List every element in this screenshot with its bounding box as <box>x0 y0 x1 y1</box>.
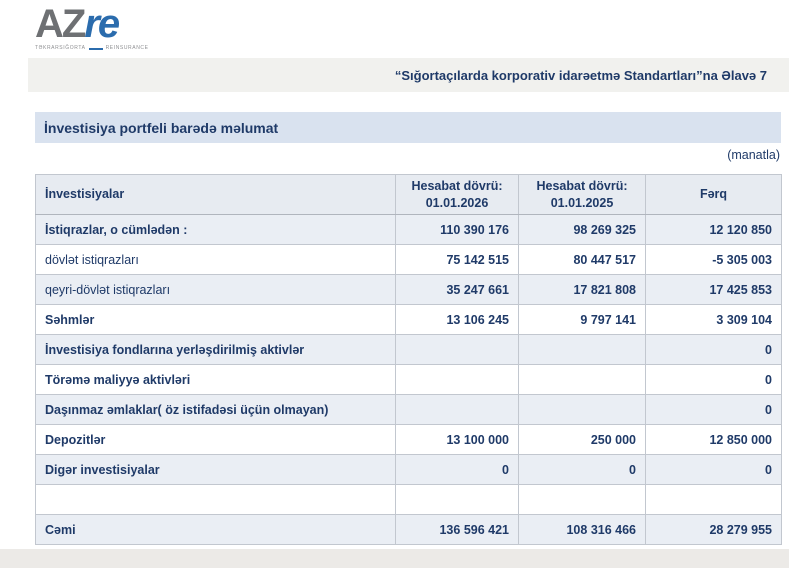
value-2025-cell: 17 821 808 <box>519 275 646 305</box>
col-header-investments: İnvestisiyalar <box>36 175 396 215</box>
value-2025-cell: 0 <box>519 455 646 485</box>
logo-tagline-right: REINSURANCE <box>105 45 149 51</box>
value-2026-cell: 136 596 421 <box>396 515 519 545</box>
logo-wordmark <box>35 4 149 44</box>
value-2026-cell <box>396 485 519 515</box>
col-header-period-2026 <box>396 175 519 215</box>
value-2025-cell: 98 269 325 <box>519 215 646 245</box>
difference-cell: 12 850 000 <box>646 425 782 455</box>
difference-cell <box>646 485 782 515</box>
table-body <box>36 215 782 545</box>
row-label-cell: Daşınmaz əmlaklar( öz istifadəsi üçün olmayan) <box>36 395 396 425</box>
value-2026-cell: 13 106 245 <box>396 305 519 335</box>
difference-cell: 0 <box>646 455 782 485</box>
value-2026-cell <box>396 335 519 365</box>
difference-cell: -5 305 003 <box>646 245 782 275</box>
value-2026-cell: 35 247 661 <box>396 275 519 305</box>
difference-cell: 0 <box>646 395 782 425</box>
row-label-cell: Cəmi <box>36 515 396 545</box>
value-2025-cell: 250 000 <box>519 425 646 455</box>
row-label-cell: İnvestisiya fondlarına yerləşdirilmiş aktivlər <box>36 335 396 365</box>
annex-header-band <box>28 58 789 92</box>
row-label-cell: Depozitlər <box>36 425 396 455</box>
table-header-row <box>36 175 782 215</box>
table-row <box>36 365 782 395</box>
value-2025-cell <box>519 335 646 365</box>
table-row <box>36 515 782 545</box>
col-header-period-2025-line1: Hesabat dövrü: <box>536 178 628 193</box>
logo-text-re: re <box>84 2 119 46</box>
table-row <box>36 485 782 515</box>
row-label-cell: qeyri-dövlət istiqrazları <box>36 275 396 305</box>
difference-cell: 28 279 955 <box>646 515 782 545</box>
value-2026-cell: 13 100 000 <box>396 425 519 455</box>
row-label-cell: Digər investisiyalar <box>36 455 396 485</box>
value-2025-cell: 80 447 517 <box>519 245 646 275</box>
value-2025-cell <box>519 395 646 425</box>
row-label-cell: İstiqrazlar, o cümlədən : <box>36 215 396 245</box>
difference-cell: 12 120 850 <box>646 215 782 245</box>
table-row <box>36 455 782 485</box>
report-title-bar <box>35 112 781 143</box>
value-2025-cell <box>519 485 646 515</box>
logo-tagline-left: TƏKRARSIĞORTA <box>35 45 86 51</box>
page-bottom-strip <box>0 549 789 568</box>
investment-portfolio-table <box>35 174 782 545</box>
table-row <box>36 395 782 425</box>
currency-note: (manatla) <box>727 148 780 162</box>
value-2026-cell <box>396 365 519 395</box>
value-2025-cell <box>519 365 646 395</box>
difference-cell: 3 309 104 <box>646 305 782 335</box>
col-header-difference: Fərq <box>646 175 782 215</box>
logo-text-az: AZ <box>35 2 85 46</box>
value-2026-cell: 110 390 176 <box>396 215 519 245</box>
value-2026-cell: 75 142 515 <box>396 245 519 275</box>
difference-cell: 0 <box>646 365 782 395</box>
annex-note: “Sığortaçılarda korporativ idarəetmə Standartları”na Əlavə 7 <box>394 67 767 83</box>
table-header <box>36 175 782 215</box>
azre-logo <box>35 4 149 51</box>
col-header-period-2025 <box>519 175 646 215</box>
logo-tagline-divider <box>89 48 103 50</box>
value-2026-cell <box>396 395 519 425</box>
row-label-cell: Törəmə maliyyə aktivləri <box>36 365 396 395</box>
table-row <box>36 245 782 275</box>
value-2025-cell: 9 797 141 <box>519 305 646 335</box>
col-header-period-2026-line2: 01.01.2026 <box>425 195 489 210</box>
table-row <box>36 335 782 365</box>
difference-cell: 0 <box>646 335 782 365</box>
value-2025-cell: 108 316 466 <box>519 515 646 545</box>
table-row <box>36 215 782 245</box>
row-label-cell: dövlət istiqrazları <box>36 245 396 275</box>
table-row <box>36 275 782 305</box>
col-header-period-2025-line2: 01.01.2025 <box>550 195 614 210</box>
table-row <box>36 425 782 455</box>
logo-tagline <box>35 46 149 51</box>
difference-cell: 17 425 853 <box>646 275 782 305</box>
col-header-period-2026-line1: Hesabat dövrü: <box>411 178 503 193</box>
row-label-cell <box>36 485 396 515</box>
value-2026-cell: 0 <box>396 455 519 485</box>
table-row <box>36 305 782 335</box>
row-label-cell: Səhmlər <box>36 305 396 335</box>
report-title: İnvestisiya portfeli barədə məlumat <box>44 119 279 136</box>
